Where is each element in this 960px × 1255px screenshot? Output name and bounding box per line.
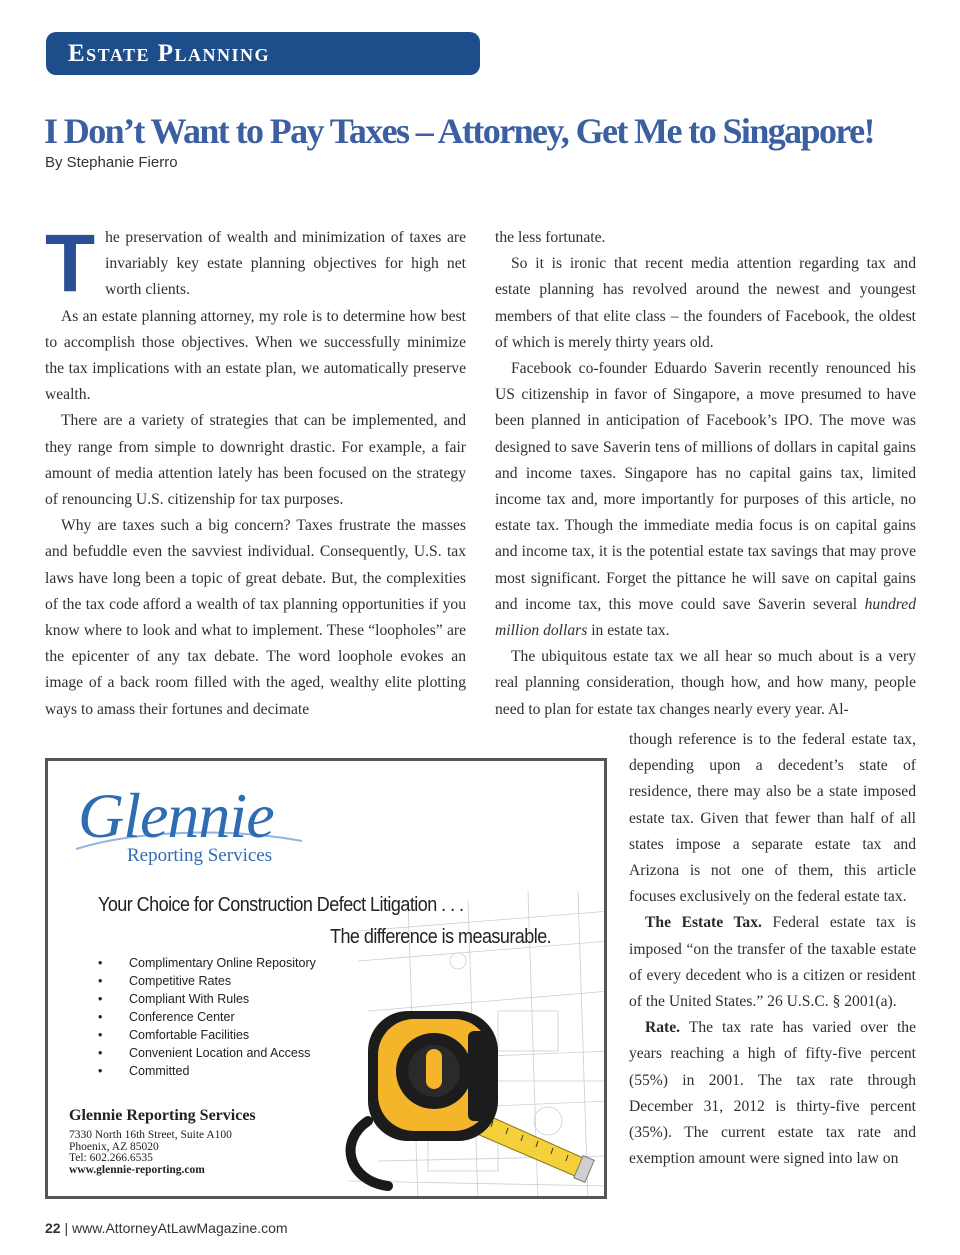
left-paragraph-3: There are a variety of strategies that can be implemented, and they range from simple to downright drastic. For example, a fair amount of media attention lately has been focused on the strategy of renouncing U.S. citizenship for tax purposes. [45,412,466,509]
ad-city-line: Phoenix, AZ 85020 [69,1140,159,1153]
emphasis-text: hundred million dollars [495,595,916,640]
ad-company-name: Glennie Reporting Services [69,1107,256,1124]
list-item: • Comfortable Facilities [98,1028,250,1042]
right-paragraph-3: Facebook co-founder Eduardo Saverin recently renounced his US citizenship in favor of Singapore, a move presumed to have been planned in anticipation of Facebook’s IPO. The move was designed to save Saverin tens of millions of dollars in capital gains and income taxes. Singapore has no capital gains tax, limited income tax and, more importantly for purposes of this article, no estate tax. Though the immediate media focus is on capital gains and income tax, it is the potential estate tax savings that may prove most significant. Forget the pittance he will save on capital gains and income tax, this move could save Saverin several hundred million dollars in estate tax. [495,360,916,640]
section-banner [46,32,480,75]
ad-address-line: 7330 North 16th Street, Suite A100 [69,1129,232,1141]
list-item: • Committed [98,1064,190,1078]
ad-slogan: The difference is measurable. [330,926,552,948]
right-paragraph-2: So it is ironic that recent media attention regarding tax and estate planning has revolved around the newest and youngest members of that elite class – the founders of Facebook, the oldest of which is merely thirty years old. [495,255,916,351]
page-footer [45,1220,288,1236]
right-column [495,225,916,723]
list-item: • Compliant With Rules [98,992,250,1006]
ad-contact-block [69,1130,232,1176]
narrow-column [629,727,916,1172]
article-byline: By Stephanie Fierro [45,154,178,171]
glennie-logo: Glennie [78,780,274,851]
estate-tax-heading: The Estate Tax. [645,914,762,932]
ad-website-link[interactable]: www.glennie-reporting.com [69,1163,205,1176]
feature-list [98,954,316,1080]
list-item: • Conference Center [98,1010,235,1024]
section-title: Estate Planning [68,39,271,67]
right-paragraph-4: The ubiquitous estate tax we all hear so much about is a very real planning consideration, though how, and how many, people need to plan for estate tax changes nearly every year. Al- [495,648,916,718]
list-item: • Convenient Location and Access [98,1046,311,1060]
left-paragraph-1: The preservation of wealth and minimization of taxes are invariably key estate planning objectives for high net worth clients. [45,218,466,309]
drop-cap: T [45,218,96,309]
logo-subtitle: Reporting Services [127,845,273,866]
ad-phone: Tel: 602.266.6535 [69,1152,153,1164]
rate-paragraph: Rate. The tax rate has varied over the years reaching a high of fifty-five percent (55%) in 2001. The tax rate through December 31, 2012 is thirty-five percent (35%). The current estate tax rate and exemption amount were signed into law on [629,1019,917,1168]
footer-website-link[interactable]: www.AttorneyAtLawMagazine.com [72,1220,288,1236]
list-item: • Competitive Rates [98,974,232,988]
right-paragraph-1: the less fortunate. [495,229,606,246]
left-paragraph-2: As an estate planning attorney, my role is to determine how best to accomplish those objectives. When we successfully minimize the tax implications with an estate plan, we automatically preserve wealth. [45,307,466,404]
article-headline: I Don’t Want to Pay Taxes – Attorney, Get Me to Singapore! [44,111,874,151]
left-paragraph-4: Why are taxes such a big concern? Taxes frustrate the masses and befuddle even the savviest individual. Consequently, U.S. tax laws have long been a topic of great debate. But, the complexities of the tax code afford a wealth of tax planning opportunities if you know where to look and what to implement. These “loopholes” are the epicenter of any tax debate. The word loophole evokes an image of a back room filled with the aged, wealthy elite plotting ways to amass their fortunes and decimate [45,517,466,718]
advertisement [45,758,607,1199]
page-number: 22 [45,1220,61,1236]
left-column [45,218,466,723]
rate-heading: Rate. [645,1019,681,1037]
ad-tagline: Your Choice for Construction Defect Litigation . . . [98,894,464,916]
footer-separator: | [64,1220,69,1236]
narrow-paragraph-1: though reference is to the federal estate tax, depending upon a decedent’s state of residence, there may also be a state imposed estate tax. Given that fewer than half of all states impose a separate estate tax and Arizona is not one of them, this article focuses exclusively on the federal estate tax. [629,731,916,906]
estate-tax-paragraph: The Estate Tax. Federal estate tax is imposed “on the transfer of the taxable estate of every decedent who is a citizen or resident of the United States.” 26 U.S.C. § 2001(a). [629,914,917,1011]
tape-measure-icon [328,971,598,1199]
list-item: • Complimentary Online Repository [98,956,316,970]
